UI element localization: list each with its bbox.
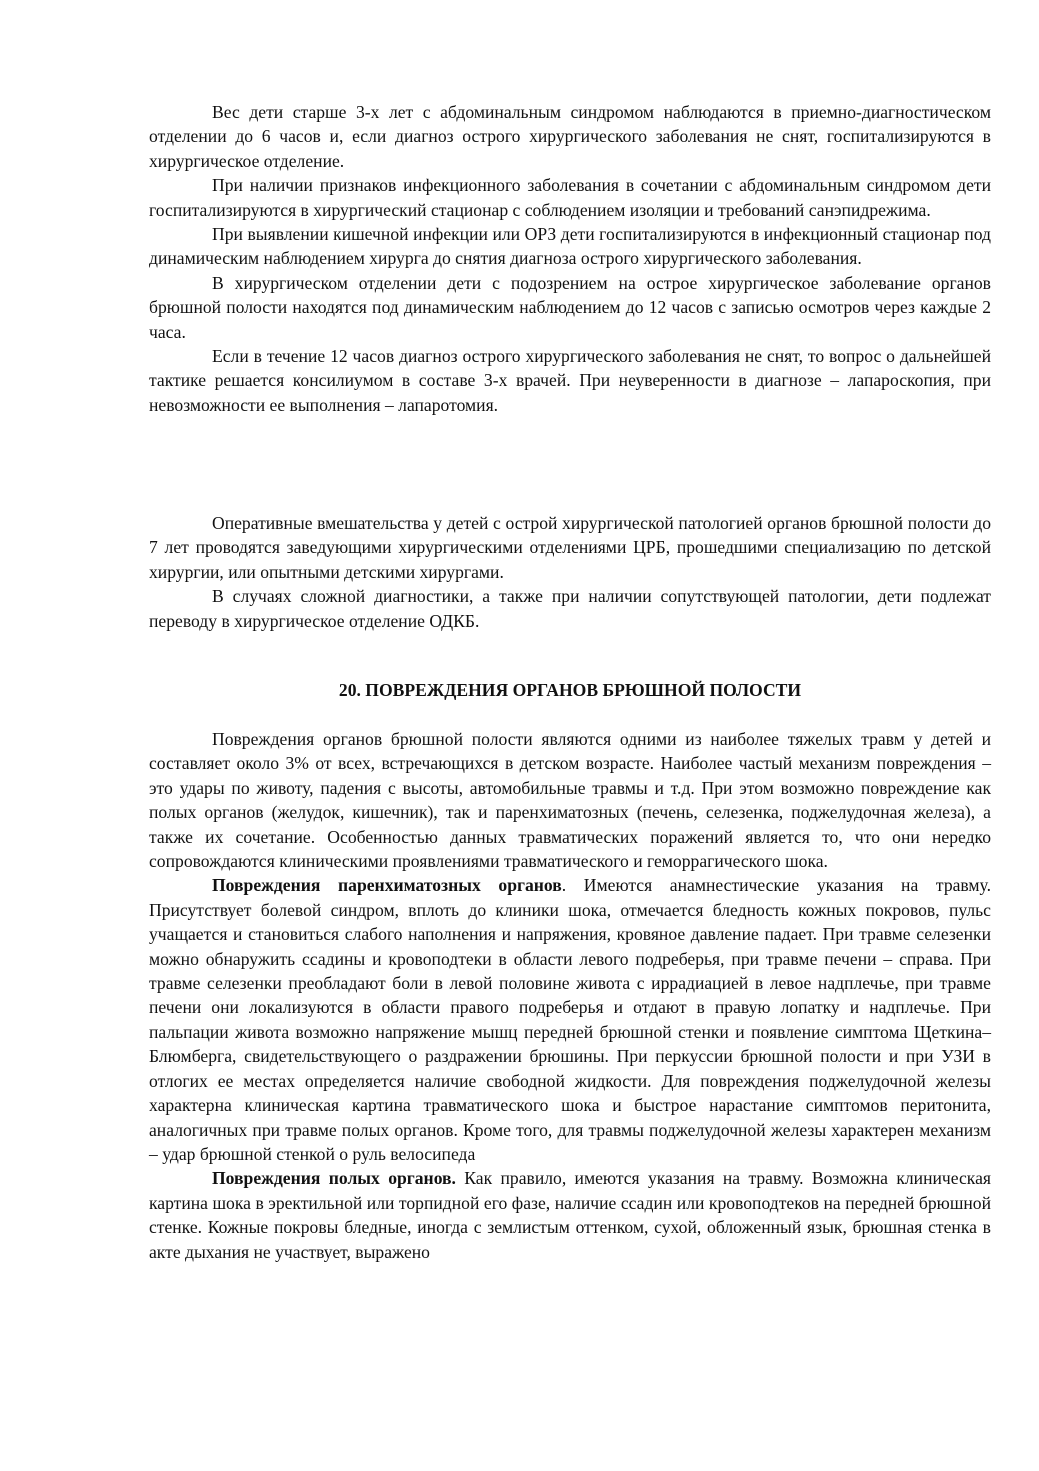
paragraph (149, 1166, 991, 1264)
paragraph: При наличии признаков инфекционного заболевания в сочетании с абдоминальным синдромом дети госпитализируются в хирургический стационар с соблюдением изоляции и требований санэпидрежима. (149, 175, 991, 220)
paragraph: В хирургическом отделении дети с подозрением на острое хирургическое заболевание органов брюшной полости находятся под динамическим наблюдением до 12 часов с записью осмотров через каждые 2 часа. (149, 272, 991, 342)
paragraph: Повреждения органов брюшной полости являются одними из наиболее тяжелых травм у детей и составляет около 3% от всех, встречающихся в детском возрасте. Наиболее частый механизм повреждения – это удары по животу, падения с высоты, автомобильные травмы и т.д. При этом возможно повреждение как полых органов (желудок, кишечник), так и паренхиматозных (печень, селезенка, поджелудочная железа), а также их сочетание. Особенностью данных травматических поражений является то, что они нередко сопровождаются клиническими проявлениями травматического и геморрагического шока. (149, 729, 991, 872)
paragraph: В случаях сложной диагностики, а также при наличии сопутствующей патологии, дети подлежат переводу в хирургическое отделение ОДКБ. (149, 586, 991, 631)
paragraph (149, 873, 991, 1166)
bold-term: Повреждения паренхиматозных органов (212, 875, 562, 896)
bold-term: Повреждения полых органов. (212, 1168, 456, 1189)
paragraph-text: . Имеются анамнестические указания на травму. Присутствует болевой синдром, вплоть до клиники шока, отмечается бледность кожных покровов, пульс учащается и становиться слабого наполнения и напряжения, кровяное давление падает. При травме селезенки можно обнаружить ссадины и кровоподтеки в области левого подреберья, при травме печени – справа. При травме селезенки преобладают боли в левой половине живота с иррадиацией в левое надплечье, при травме печени они локализуются в области правого подреберья и отдают в правую лопатку и надплечье. При пальпации живота возможно напряжение мышц передней брюшной стенки и появление симптома Щеткина–Блюмберга, свидетельствующего о раздражении брюшины. При перкуссии брюшной полости и при УЗИ в отлогих ее местах определяется наличие свободной жидкости. Для повреждения поджелудочной железы характерна клиническая картина травматического шока и быстрое нарастание симптомов перитонита, аналогичных при травме полых органов. Кроме того, для травмы поджелудочной железы характерен механизм – удар брюшной стенкой о руль велосипеда (149, 875, 991, 1164)
paragraph: При выявлении кишечной инфекции или ОРЗ дети госпитализируются в инфекционный стационар под динамическим наблюдением хирурга до снятия диагноза острого хирургического заболевания. (149, 224, 991, 269)
section-heading: 20. ПОВРЕЖДЕНИЯ ОРГАНОВ БРЮШНОЙ ПОЛОСТИ (338, 680, 802, 700)
paragraph: Если в течение 12 часов диагноз острого хирургического заболевания не снят, то вопрос о дальнейшей тактике решается консилиумом в составе 3-х врачей. При неуверенности в диагнозе – лапароскопия, при невозможности ее выполнения – лапаротомия. (149, 346, 991, 415)
paragraph: Вес дети старше 3-х лет с абдоминальным синдромом наблюдаются в приемно-диагностическом отделении до 6 часов и, если диагноз острого хирургического заболевания не снят, госпитализируются в хирургическое отделение. (149, 102, 991, 171)
paragraph: Оперативные вмешательства у детей с острой хирургической патологией органов брюшной полости до 7 лет проводятся заведующими хирургическими отделениями ЦРБ, прошедшими специализацию по детской хирургии, или опытными детскими хирургами. (149, 513, 991, 582)
text-block-operations (149, 511, 991, 633)
paragraph-text: Как правило, имеются указания на травму. Возможна клиническая картина шока в эректильной или торпидной его фазе, наличие ссадин или кровоподтеков на передней брюшной стенке. Кожные покровы бледные, иногда с землистым оттенком, сухой, обложенный язык, брюшная стенка в акте дыхания не участвует, выражено (149, 1168, 991, 1262)
text-block-hospitalization (149, 100, 991, 417)
text-block-injuries (149, 727, 991, 1264)
